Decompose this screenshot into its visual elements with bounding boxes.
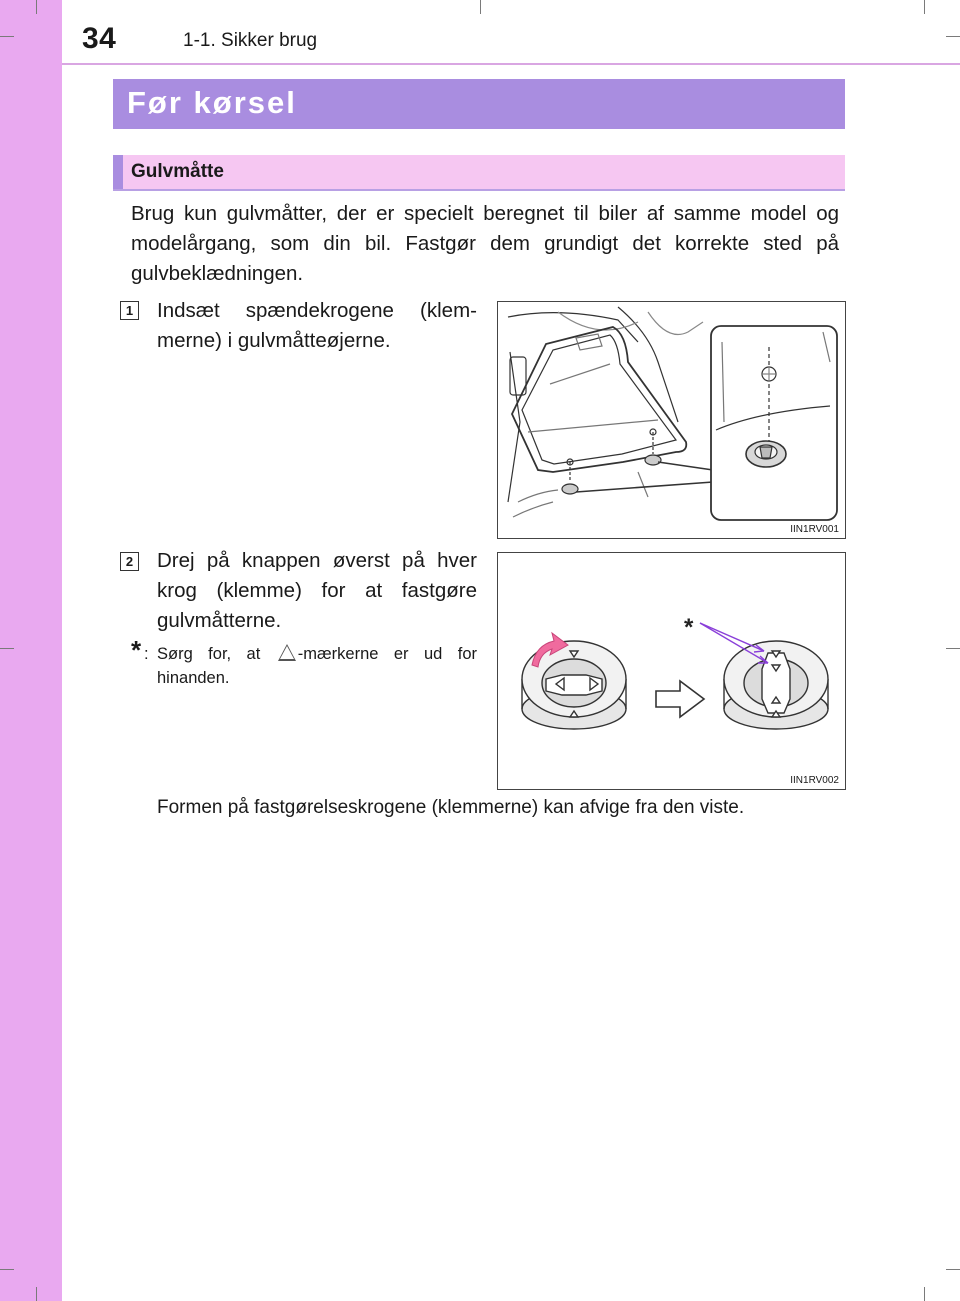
subtitle-bar (113, 155, 845, 191)
note-body (157, 642, 477, 690)
figure-code-1: IIN1RV001 (790, 524, 839, 535)
crop-mark (946, 36, 960, 37)
crop-mark (0, 36, 14, 37)
note-star: * (131, 635, 142, 665)
side-color-band (0, 0, 62, 1301)
step-number-2: 2 (120, 552, 139, 571)
step-text-2: Drej på knappen øverst på hver krog (klemme) for at fastgøre gulvmåtterne. (157, 549, 477, 632)
crop-mark (0, 1269, 14, 1270)
triangle-mark-icon (278, 644, 296, 661)
figure-code-2: IIN1RV002 (790, 775, 839, 786)
step-number-1: 1 (120, 301, 139, 320)
crop-mark (36, 0, 37, 14)
crop-mark (0, 648, 14, 649)
section-path: 1-1. Sikker brug (183, 30, 318, 51)
intro-paragraph: Brug kun gulvmåtter, der er specielt beregnet til biler af samme model og modelårgang, som din bil. Fastgør dem grundigt det korrekte sted på gulvbeklædningen. (131, 202, 839, 285)
chapter-title: Før kørsel (127, 85, 297, 120)
note-colon: : (144, 645, 149, 663)
header-divider (62, 63, 960, 65)
crop-mark (946, 648, 960, 649)
note-text-before: Sørg for, at (157, 645, 261, 663)
step-text-1: Indsæt spændekrogene (klem-merne) i gulvmåtteøjerne. (157, 299, 477, 352)
crop-mark (946, 1269, 960, 1270)
page-number: 34 (82, 22, 117, 55)
crop-mark (36, 1287, 37, 1301)
crop-mark (480, 0, 481, 14)
figure-star-label: * (684, 614, 694, 641)
footer-note: Formen på fastgørelseskrogene (klemmerne) kan afvige fra den viste. (157, 797, 745, 818)
clip-turn-illustration (498, 553, 845, 789)
figure-clip-turn (497, 552, 846, 790)
crop-mark (924, 1287, 925, 1301)
chapter-title-bar (113, 79, 845, 129)
floor-mat-illustration (498, 302, 845, 538)
subtitle-accent (113, 155, 123, 189)
figure-floor-mat (497, 301, 846, 539)
subtitle: Gulvmåtte (131, 161, 224, 182)
note-text-after: -mærkerne er ud for hinanden. (157, 645, 477, 687)
crop-mark (924, 0, 925, 14)
